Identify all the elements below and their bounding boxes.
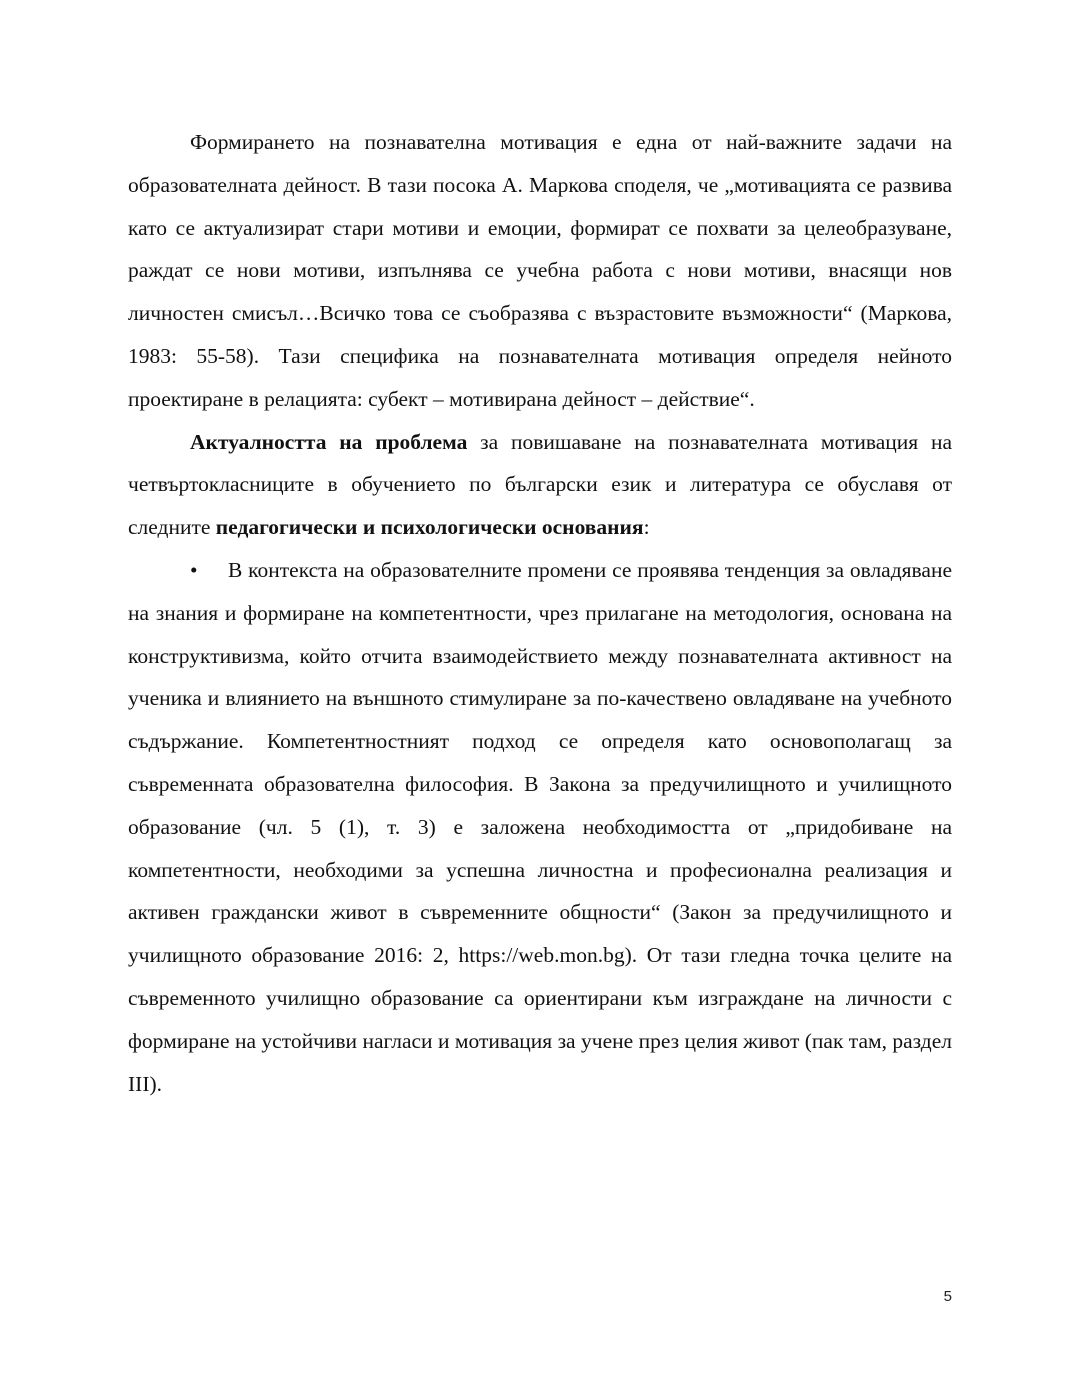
bold-basis-phrase: педагогически и психологически основания <box>215 515 644 540</box>
bullet-item <box>128 549 952 1105</box>
paragraph-relevance <box>128 421 952 549</box>
body-text <box>128 121 952 1105</box>
paragraph-text: Формирането на познавателна мотивация е една от най-важните задачи на образователната дейност. В тази посока А. Маркова споделя, че „мотивацията се развива като се актуализират стари мотиви и емоции, формират се похвати за целеобразуване, раждат се нови мотиви, изпълнява се учебна работа с нови мотиви, внасящи нов личностен смисъл…Всичко това се съобразява с възрастовите възможности“ (Маркова, 1983: 55-58). Тази специфика на познавателната мотивация определя нейното проектиране в релацията: субект – мотивирана дейност – действие“. <box>128 130 952 411</box>
paragraph-text: за повишаване на познавателната мотивация на четвъртокласниците в обучението по български език и литература се обуславя от следните <box>128 429 952 540</box>
bullet-text: В контекста на образователните промени се проявява тенденция за овладяване на знания и формиране на компетентности, чрез прилагане на методология, основана на конструктивизма, който отчита взаимодействието между познавателната активност на ученика и влиянието на външното стимулиране за по-качествено овладяване на учебното съдържание. Компетентностният подход се определя като основополагащ за съвременната образователна философия. В Закона за предучилищното и училищното образование (чл. 5 (1), т. 3) е заложена необходимостта от „придобиване на компетентности, необходими за успешна личностна и професионална реализация и активен граждански живот в съвременните общности“ (Закон за предучилищното и училищното образование 2016: 2, https://web.mon.bg). От тази гледна точка целите на съвременното училищно образование са ориентирани към изграждане на личности с формиране на устойчиви нагласи и мотивация за учене през целия живот (пак там, раздел III). <box>128 557 952 1096</box>
bold-heading-relevance: Актуалността на проблема <box>190 429 468 454</box>
paragraph-punctuation: : <box>643 515 650 540</box>
page-number: 5 <box>943 1288 952 1305</box>
paragraph-motivation <box>128 121 952 421</box>
bullet-icon: • <box>190 557 198 582</box>
